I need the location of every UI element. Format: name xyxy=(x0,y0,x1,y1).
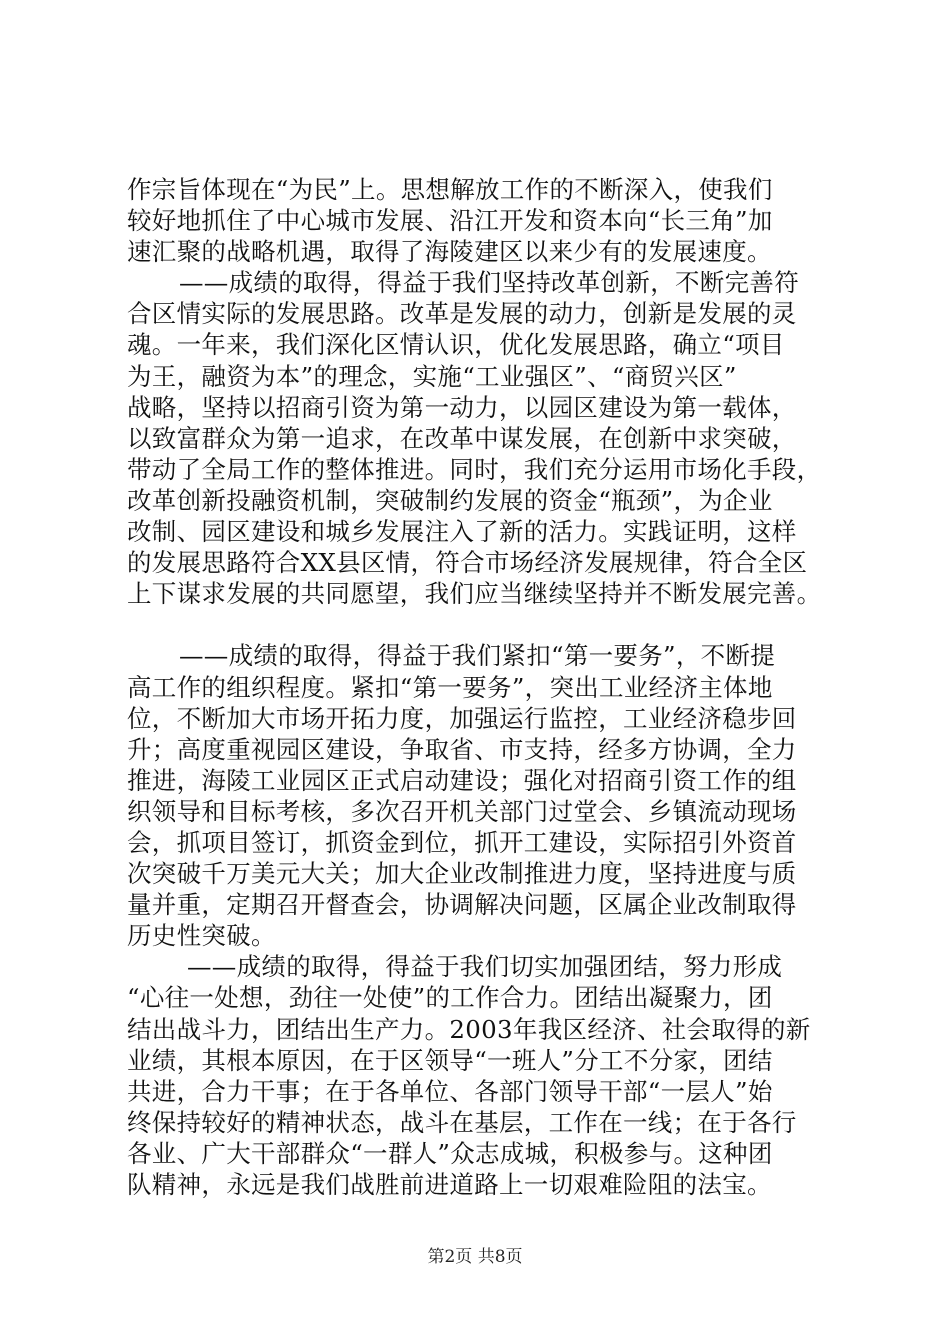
text-line: 较好地抓住了中心城市发展、沿江开发和资本向“长三角”加 xyxy=(127,206,773,236)
text-line: 合区情实际的发展思路。改革是发展的动力，创新是发展的灵 xyxy=(127,299,797,329)
paragraph-gap xyxy=(127,609,827,640)
text-line: 推进，海陵工业园区正式启动建设；强化对招商引资工作的组 xyxy=(127,765,797,795)
text-line: 改革创新投融资机制，突破制约发展的资金“瓶颈”，为企业 xyxy=(127,485,773,515)
text-line: 量并重，定期召开督查会，协调解决问题，区属企业改制取得 xyxy=(127,890,797,920)
text-line: 以致富群众为第一追求，在改革中谋发展，在创新中求突破， xyxy=(127,423,797,453)
text-line: 改制、园区建设和城乡发展注入了新的活力。实践证明，这样 xyxy=(127,517,797,547)
text-line: 速汇聚的战略机遇，取得了海陵建区以来少有的发展速度。 xyxy=(127,237,772,267)
text-line: 业绩，其根本原因，在于区领导“一班人”分工不分家，团结 xyxy=(127,1045,773,1075)
text-line: 魂。一年来，我们深化区情认识，优化发展思路，确立“项目 xyxy=(127,330,785,360)
text-line: 各业、广大干部群众“一群人”众志成城，积极参与。这种团 xyxy=(127,1138,773,1168)
text-line: 终保持较好的精神状态，战斗在基层，工作在一线；在于各行 xyxy=(127,1107,797,1137)
body-text xyxy=(127,174,827,1200)
text-line: 次突破千万美元大关；加大企业改制推进力度，坚持进度与质 xyxy=(127,859,797,889)
text-line: 战略，坚持以招商引资为第一动力，以园区建设为第一载体， xyxy=(127,392,797,422)
page-number-footer: 第2页 共8页 xyxy=(427,1247,523,1267)
text-line: 高工作的组织程度。紧扣“第一要务”，突出工业经济主体地 xyxy=(127,672,773,702)
text-line: ——成绩的取得，得益于我们坚持改革创新，不断完善符 xyxy=(179,268,799,298)
text-line: ——成绩的取得，得益于我们切实加强团结，努力形成 xyxy=(187,952,783,982)
text-line: 共进，合力干事；在于各单位、各部门领导干部“一层人”始 xyxy=(127,1076,773,1106)
text-line: 上下谋求发展的共同愿望，我们应当继续坚持并不断发展完善。 xyxy=(127,579,822,609)
text-line: 结出战斗力，团结出生产力。2003年我区经济、社会取得的新 xyxy=(127,1014,811,1044)
text-line: 织领导和目标考核，多次召开机关部门过堂会、乡镇流动现场 xyxy=(127,796,797,826)
text-line: 的发展思路符合XX县区情，符合市场经济发展规律，符合全区 xyxy=(127,548,808,578)
text-line: 作宗旨体现在“为民”上。思想解放工作的不断深入，使我们 xyxy=(127,175,773,204)
text-line: 历史性突破。 xyxy=(127,921,276,951)
text-line: 带动了全局工作的整体推进。同时，我们充分运用市场化手段， xyxy=(127,454,822,484)
text-line: 为王，融资为本”的理念，实施“工业强区”、“商贸兴区” xyxy=(127,361,737,391)
text-line: ——成绩的取得，得益于我们紧扣“第一要务”，不断提 xyxy=(179,641,776,671)
text-line: 升；高度重视园区建设，争取省、市支持，经多方协调，全力 xyxy=(127,734,797,764)
text-line: 队精神，永远是我们战胜前进道路上一切艰难险阻的法宝。 xyxy=(127,1170,772,1199)
text-line: 会，抓项目签订，抓资金到位，抓开工建设，实际招引外资首 xyxy=(127,827,797,857)
text-line: 位，不断加大市场开拓力度，加强运行监控，工业经济稳步回 xyxy=(127,703,797,733)
text-line: “心往一处想，劲往一处使”的工作合力。团结出凝聚力，团 xyxy=(127,983,773,1013)
